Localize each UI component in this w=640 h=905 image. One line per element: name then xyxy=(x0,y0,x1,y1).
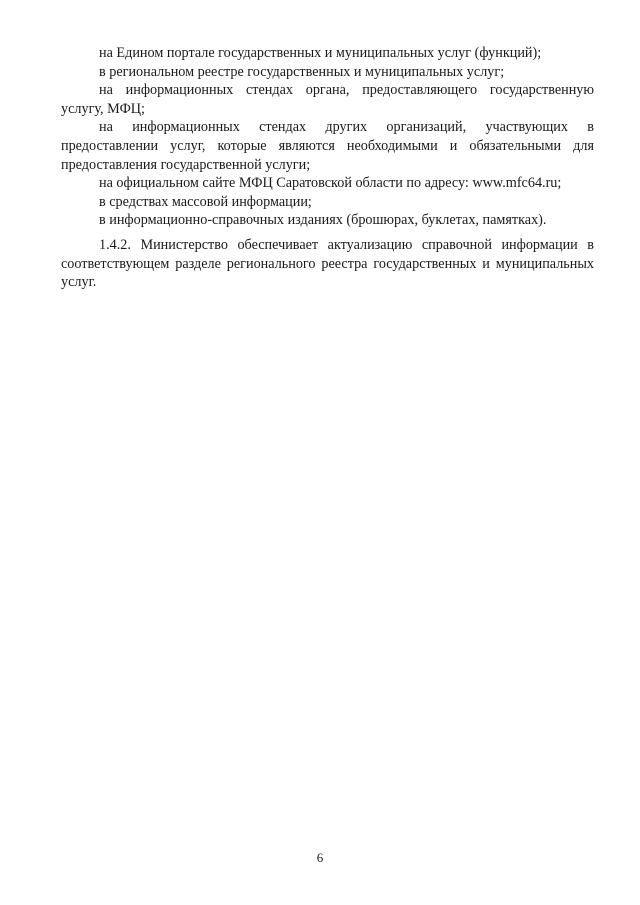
paragraph-mass-media: в средствах массовой информации; xyxy=(99,193,312,210)
paragraph-agency-stands: на информационных стендах органа, предоставляющего государственную услугу, МФЦ; xyxy=(61,82,594,117)
paragraph-reference-publications: в информационно-справочных изданиях (брошюрах, буклетах, памятках). xyxy=(99,212,547,229)
paragraph-official-site: на официальном сайте МФЦ Саратовской области по адресу: www.mfc64.ru; xyxy=(99,175,562,192)
page-number: 6 xyxy=(316,850,324,865)
paragraph-unified-portal: на Едином портале государственных и муниципальных услуг (функций); xyxy=(99,45,542,61)
document-body xyxy=(61,44,594,292)
paragraph-other-org-stands: на информационных стендах других организаций, участвующих в предоставлении услуг, которые являются необходимыми и обязательными для предоставления государственной услуги; xyxy=(61,119,594,173)
paragraph-section-1-4-2: 1.4.2. Министерство обеспечивает актуализацию справочной информации в соответствующем разделе регионального реестра государственных и муниципальных услуг. xyxy=(61,236,594,291)
paragraph-regional-registry: в региональном реестре государственных и муниципальных услуг; xyxy=(99,63,505,80)
